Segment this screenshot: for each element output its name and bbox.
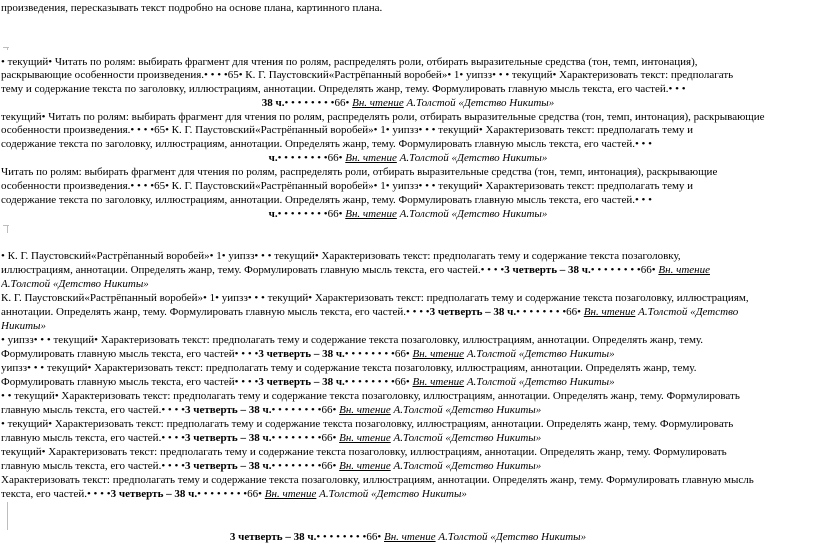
text: раскрывающие особенности произведения.• • • •65• К. Г. Паустовский«Растрёпанный воробей»• 1• уипзз• • • текущий• Характеризовать текст: предполагать — [1, 69, 734, 81]
text: • • • • • • • •66• — [271, 460, 340, 472]
text: • • текущий• Характеризовать текст: предполагать тему и содержание текста позаголовку, иллюстрациям, аннотации. Определять жанр, тему. Формулировать — [1, 390, 740, 402]
quarter-label: 3 четверть – 38 ч. — [110, 488, 198, 500]
text: • • • • • • • •66• — [284, 97, 353, 109]
text-line — [1, 320, 813, 334]
text-line — [1, 250, 813, 264]
text: • • • • • • • •66• — [271, 432, 340, 444]
book-title: А.Толстой «Детство Никиты» — [390, 432, 542, 444]
text: содержание текста по заголовку, иллюстрациям, аннотации. Определять жанр, тему. Формулировать главную мысль текста, его частей.• • • — [1, 138, 653, 150]
text-line — [1, 362, 813, 376]
text-line — [1, 138, 813, 152]
quarter-label: 3 четверть – 38 ч. — [429, 306, 517, 318]
text-line — [1, 446, 813, 460]
text: Формулировать главную мысль текста, его частей• • • • — [1, 376, 259, 388]
text: • • • • • • • •66• — [271, 404, 340, 416]
text-line-centered — [0, 208, 816, 222]
text: • • • • • • • •66• — [344, 348, 413, 360]
book-title: А.Толстой «Детство Никиты» — [1, 278, 149, 290]
text: главную мысль текста, его частей.• • • • — [1, 404, 185, 416]
quarter-label: 38 ч. — [261, 97, 285, 109]
book-title: А.Толстой «Детство — [635, 306, 739, 318]
text-line — [1, 376, 813, 390]
text-line — [1, 278, 813, 292]
book-title: А.Толстой «Детство Никиты» — [396, 152, 548, 164]
text: • текущий• Характеризовать текст: предполагать тему и содержание текста позаголовку, иллюстрациям, аннотации. Определять жанр, тему. Формулировать — [1, 418, 734, 430]
text-line — [1, 194, 813, 208]
text-line-centered — [0, 152, 816, 166]
frame-border-left — [7, 502, 9, 530]
text: • К. Г. Паустовский«Растрёпанный воробей»• 1• уипзз• • • текущий• Характеризовать текст: предполагать тему и содержание текста позаголовку, — [1, 250, 681, 262]
text-line — [1, 432, 813, 446]
text-line — [1, 69, 813, 83]
reading-link[interactable]: Вн. чтение — [264, 488, 317, 500]
text: • • • • • • • •66• — [277, 152, 346, 164]
frame-border-left — [7, 47, 9, 50]
text: Характеризовать текст: предполагать тему и содержание текста позаголовку, иллюстрациям, аннотации. Определять жанр, тему. Формулировать главную мысль — [1, 474, 754, 486]
text-line — [1, 2, 813, 16]
text: • уипзз• • • текущий• Характеризовать текст: предполагать тему и содержание текста позаголовку, иллюстрациям, аннотации. Определять жанр, тему. — [1, 334, 704, 346]
text-line — [1, 56, 813, 70]
reading-link[interactable]: Вн. чтение — [658, 264, 710, 276]
text: • • • • • • • •66• — [344, 376, 413, 388]
book-title: А.Толстой «Детство Никиты» — [464, 348, 615, 360]
text: произведения, пересказывать текст подробно на основе плана, картинного плана. — [1, 2, 383, 14]
quarter-label: 3 четверть – 38 ч. — [504, 264, 591, 276]
book-title: А.Толстой «Детство Никиты» — [390, 404, 542, 416]
text: содержание текста по заголовку, иллюстрациям, аннотации. Определять жанр, тему. Формулировать главную мысль текста, его частей.• • • — [1, 194, 653, 206]
text: особенности произведения.• • • •65• К. Г. Паустовский«Растрёпанный воробей»• 1• уипзз• • • текущий• Характеризовать текст: предполагать тему и — [1, 180, 694, 192]
text: К. Г. Паустовский«Растрёпанный воробей»• 1• уипзз• • • текущий• Характеризовать текст: предполагать тему и содержание текста позаголовку, иллюстрациям, — [1, 292, 749, 304]
text-line — [1, 418, 813, 432]
text: главную мысль текста, его частей.• • • • — [1, 460, 185, 472]
text-line — [1, 111, 813, 125]
text-line — [1, 166, 813, 180]
book-title: А.Толстой «Детство Никиты» — [403, 97, 555, 109]
text-line — [1, 292, 813, 306]
reading-link[interactable]: Вн. чтение — [583, 306, 636, 318]
text: • текущий• Читать по ролям: выбирать фрагмент для чтения по ролям, распределять роли, отбирать выразительные средства (тон, темп, интонация), — [1, 56, 698, 68]
quarter-label: 3 четверть – 38 ч. — [229, 531, 317, 543]
reading-link[interactable]: Вн. чтение — [345, 208, 397, 220]
text: текста, его частей.• • • • — [1, 488, 111, 500]
text: аннотации. Определять жанр, тему. Формулировать главную мысль текста, его частей.• • • • — [1, 306, 430, 318]
text-line — [1, 390, 813, 404]
quarter-label: 3 четверть – 38 ч. — [258, 348, 345, 360]
text-line — [1, 180, 813, 194]
text: тему и содержание текста по заголовку, иллюстрациям, аннотации. Определять жанр, тему. Формулировать главную мысль текста, его частей.• • • — [1, 83, 686, 95]
text: особенности произведения.• • • •65• К. Г. Паустовский«Растрёпанный воробей»• 1• уипзз• • • текущий• Характеризовать текст: предполагать тему и — [1, 124, 694, 136]
quarter-label: ч. — [268, 152, 278, 164]
text-line — [1, 488, 813, 502]
text-line — [1, 264, 813, 278]
reading-link[interactable]: Вн. чтение — [384, 531, 436, 543]
text: текущий• Характеризовать текст: предполагать тему и содержание текста позаголовку, иллюстрациям, аннотации. Определять жанр, тему. Формулировать — [1, 446, 727, 458]
text-line — [1, 334, 813, 348]
text: • • • • • • • •66• — [516, 306, 584, 318]
text: • • • • • • • •66• — [316, 531, 384, 543]
text-line — [1, 306, 813, 320]
book-title: А.Толстой «Детство Никиты» — [316, 488, 467, 500]
reading-link[interactable]: Вн. чтение — [339, 404, 391, 416]
book-title: Никиты» — [1, 320, 46, 332]
reading-link[interactable]: Вн. чтение — [339, 460, 391, 472]
quarter-label: ч. — [268, 208, 278, 220]
book-title: А.Толстой «Детство Никиты» — [464, 376, 615, 388]
reading-link[interactable]: Вн. чтение — [352, 97, 404, 109]
text-line — [1, 83, 813, 97]
quarter-label: 3 четверть – 38 ч. — [184, 432, 272, 444]
text: текущий• Читать по ролям: выбирать фрагмент для чтения по ролям, распределять роли, отбирать выразительные средства (тон, темп, интонация), раскрывающие — [1, 111, 765, 123]
text-line — [1, 460, 813, 474]
text: иллюстрациям, аннотации. Определять жанр, тему. Формулировать главную мысль текста, его частей.• • • • — [1, 264, 505, 276]
book-title: А.Толстой «Детство Никиты» — [390, 460, 542, 472]
reading-link[interactable]: Вн. чтение — [412, 348, 465, 360]
reading-link[interactable]: Вн. чтение — [345, 152, 397, 164]
text-line — [1, 348, 813, 362]
reading-link[interactable]: Вн. чтение — [339, 432, 391, 444]
quarter-label: 3 четверть – 38 ч. — [184, 404, 272, 416]
book-title: А.Толстой «Детство Никиты» — [435, 531, 587, 543]
text-line — [1, 404, 813, 418]
quarter-label: 3 четверть – 38 ч. — [184, 460, 272, 472]
text: • • • • • • • •66• — [197, 488, 265, 500]
text-line-centered — [0, 97, 816, 111]
text: уипзз• • • текущий• Характеризовать текст: предполагать тему и содержание текста позаголовку, иллюстрациям, аннотации. Определять жанр, тему. — [1, 362, 697, 374]
book-title: А.Толстой «Детство Никиты» — [396, 208, 548, 220]
reading-link[interactable]: Вн. чтение — [412, 376, 465, 388]
text: • • • • • • • •66• — [277, 208, 346, 220]
frame-border-left — [7, 225, 9, 233]
text: главную мысль текста, его частей.• • • • — [1, 432, 185, 444]
text: Читать по ролям: выбирать фрагмент для чтения по ролям, распределять роли, отбирать выразительные средства (тон, темп, интонация), раскрывающие — [1, 166, 718, 178]
text-line — [1, 124, 813, 138]
text-line — [1, 474, 813, 488]
text: Формулировать главную мысль текста, его частей• • • • — [1, 348, 259, 360]
quarter-label: 3 четверть – 38 ч. — [258, 376, 345, 388]
text: • • • • • • • •66• — [590, 264, 659, 276]
